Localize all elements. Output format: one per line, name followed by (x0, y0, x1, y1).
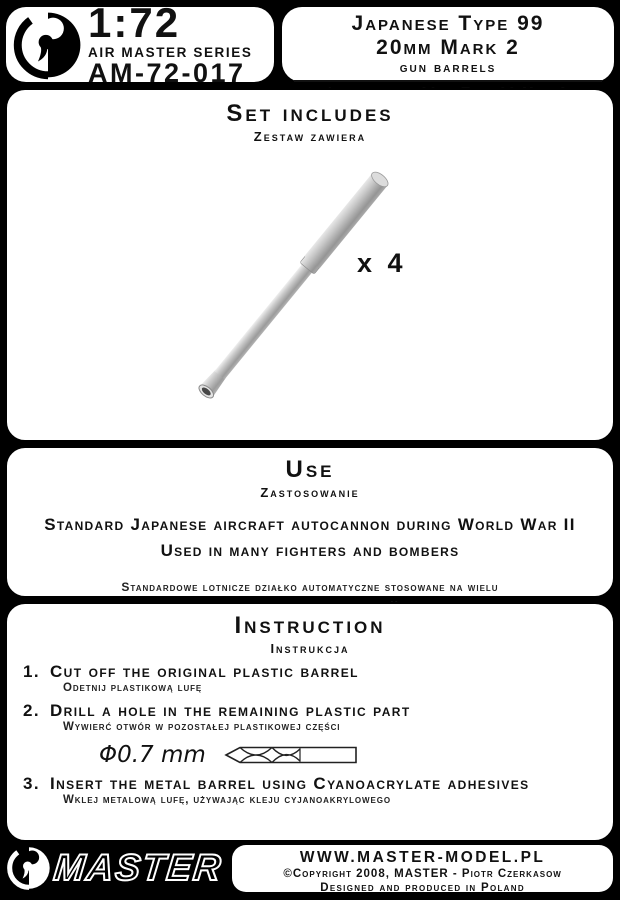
instruction-step-2 (23, 702, 613, 734)
step-3-number: 3. (23, 774, 40, 793)
product-title-line1: Japanese Type 99 (351, 12, 545, 35)
product-title-line2: 20mm Mark 2 (376, 35, 520, 59)
step-3-text-pl: Wklej metalową lufę, używając kleju cyjanoakrylowego (63, 794, 391, 806)
instruction-title: Instruction (234, 612, 386, 639)
copyright-line: ©Copyright 2008, MASTER - Piotr Czerkasow (283, 867, 562, 880)
header-brand-box (6, 0, 274, 89)
step-2-number: 2. (23, 700, 40, 720)
step-3-text: 3. Insert the metal barrel using Cyanoacrylate adhesives (23, 774, 530, 793)
set-includes-panel (5, 88, 615, 442)
footer-info-box (232, 845, 613, 895)
drill-diameter-label: Φ0.7 mm (99, 742, 206, 768)
use-pl-line-1: Standardowe lotnicze działko automatyczne stosowane na wielu (121, 580, 499, 594)
set-includes-title: Set includes (226, 100, 394, 127)
use-panel (5, 446, 615, 598)
step-2-text-pl: Wywierć otwór w pozostałej plastikowej części (63, 720, 341, 733)
master-logo-icon (12, 9, 84, 81)
step-1-text: 1. Cut off the original plastic barrel (23, 662, 359, 681)
use-description (7, 512, 613, 563)
instruction-subtitle-pl: Instrukcja (270, 641, 350, 656)
use-subtitle-pl: Zastosowanie (260, 485, 360, 500)
series-label: AIR MASTER SERIES (88, 44, 253, 60)
instruction-step-3 (23, 775, 613, 807)
master-logo-footer-icon (6, 845, 52, 891)
footer (0, 842, 620, 900)
use-line-1: Standard Japanese aircraft autocannon during World War II (44, 515, 576, 534)
step-1-number: 1. (23, 662, 40, 681)
made-in-line: Designed and produced in Poland (320, 882, 525, 895)
scale-label: 1:72 (88, 0, 181, 46)
drill-size-row (99, 742, 613, 768)
step-1-text-pl: Odetnij plastikową lufę (63, 682, 203, 694)
use-title: Use (285, 456, 335, 483)
website-url: WWW.MASTER-MODEL.PL (299, 848, 546, 866)
product-code: AM-72-017 (88, 58, 246, 89)
header (0, 0, 620, 88)
product-title-line3: gun barrels (399, 60, 497, 77)
header-title-box (282, 7, 614, 82)
instruction-step-1 (23, 663, 613, 695)
gun-barrel-illustration (110, 148, 510, 438)
quantity-label: x 4 (357, 248, 407, 278)
footer-brand-wordmark: MASTER (51, 847, 225, 888)
drill-bit-icon (222, 743, 362, 767)
instruction-panel (5, 602, 615, 842)
brand-text-block (88, 2, 252, 88)
use-line-2: Used in many fighters and bombers (160, 540, 460, 560)
set-includes-subtitle-pl: Zestaw zawiera (253, 129, 367, 144)
step-2-text: 2. Drill a hole in the remaining plastic part (23, 700, 411, 720)
title-divider (294, 80, 602, 82)
